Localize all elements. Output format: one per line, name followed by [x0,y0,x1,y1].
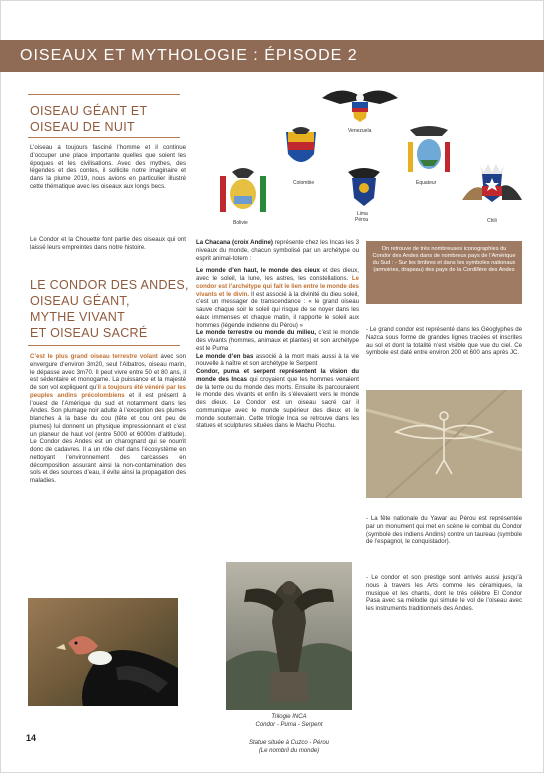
body-span-a: avec son envergure d’environ 3m20, seul l’Albatros, oiseau marin, le dépasse avec 3m70. Il peut vivre entre 50 et 80 ans, il est sédentaire et monogame. La puissance et la majesté de son vol expliquent qu’ [30,353,186,391]
section2-title-line2: OISEAU GÉANT, [30,294,130,308]
section1-title-line1: OISEAU GÉANT ET [30,104,148,118]
section2-rule [28,345,180,346]
upper-world-text-2: Il est associé à la divinité du dieu soleil, c’est un messager de transcendance : « le grand oiseau sauve chaque soir le soleil qui risque de se noyer dans les eaux immenses et chaque matin, il rapporte le soleil aux hommes (légende indienne du Pérou) » [196,290,359,329]
chacana-text [196,239,359,430]
lower-world-title: Le monde d’en bas [196,352,254,360]
chacana-intro: représente chez les Incas les 3 niveaux du monde, chacun symbolisé par un archétype ou esprit animal-totem : [196,239,359,262]
venezuela-coat-of-arms [320,84,400,128]
section-rule-top [28,94,180,95]
inca-statue-photo [226,562,352,710]
statue-caption-line3: Statue située à Cuzco - Pérou [248,740,330,746]
upper-world-title: Le monde d’en haut, le monde des cieux [196,267,320,275]
nazca-geoglyph-photo [366,390,522,498]
inca-vision-text: qui croyaient que les hommes venaient de la terre ou du monde des morts. Ensuite ils parcouraient le monde des vivants et enfin ils s’élevaient vers le monde des dieux. Le Condor est un oiseau sacré car il communique avec le monde supérieur des dieux et le monde souterrain. Cette trilogie Inca se retrouve dans les statues et sculptures situées dans le Machu Picchu. [196,375,359,430]
header-banner [0,40,544,72]
page-title: OISEAUX ET MYTHOLOGIE : ÉPISODE 2 [20,47,358,64]
chacana-title: La Chacana (croix Andine) [196,239,273,246]
body-span-b: et il est présent à l’ouest de l’Amérique du sud et notamment dans les Andes. Son plumage noir adulte à l’exception des plumes blanches à la base du cou (tête et cou ont peu de plumes) lui donnent un physique impressionnant et c’est un planeur de haut vol (entre 5000 et 6000m d’altitude). Le Condor des Andes est un charognard qui se nourrit donc de cadavres. Il a un rôle clef dans l’écosystème en nettoyant l’environnement des carcasses en décomposition assurant ainsi la non-contamination des sols et des sources d’eau, il évite ainsi la propagation des maladies. [30,391,186,484]
arts-paragraph: - Le condor et son prestige sont arrivés aussi jusqu’à nous à travers les Arts comme les céramiques, la musique et les chants, dont le très célèbre El Condor Pasa avec sa mélodie qui simule le vol de l’oiseau avec les instruments traditionnels des Andes. [366,574,522,612]
lima-coat-of-arms [344,164,384,210]
section2-title-line3: MYTHE VIVANT [30,310,126,324]
lead-highlight: C’est le plus grand oiseau terrestre volant [30,353,158,360]
section1-paragraph-1: L’oiseau a toujours fasciné l’homme et il continue d’occuper une place importante quelles que soient les époques et les civilisations. Avec des mythes, des légendes et des contes, il sollicite notre imaginaire et dans la plume 2019, nous avions en particulier illustré cette thématique avec les oiseaux aux longs becs. [30,144,186,190]
ecuador-label: Equateur [416,180,437,186]
condor-photo [28,598,178,706]
section-rule-bottom [28,137,180,138]
page-number: 14 [26,733,37,743]
inca-vision-title: Condor, puma et serpent représentent la vision du monde des Incas [196,368,359,383]
callout-box [366,241,522,304]
middle-world-title: Le monde terrestre ou monde du milieu, [196,329,317,337]
statue-caption-line4: (Le nombril du monde) [258,748,320,754]
callout-text: On retrouve de très nombreuses iconographies du Condor des Andes dans de nombreux pays de l’Amérique du Sud : - Sur les timbres et dans les symboles nationaux (armoiries, drapeau) des pays de la Cordillère des Andes [372,246,516,273]
yawar-paragraph: - La fête nationale du Yawar au Pérou est représentée par un monument qui met en scène le combat du Condor (symbole des indiens Andins) contre un taureau (symbole de l’espagnol, le conquistador). [366,515,522,546]
venezuela-label: Venezuela [348,128,372,134]
lower-world-text: associé à la mort mais aussi à la vie nouvelle à naître et son archétype le Serpent [196,352,359,368]
section1-title-line2: OISEAU DE NUIT [30,120,135,134]
upper-world-text: et des dieux, avec le soleil, la lune, les astres, les constellations. [196,267,359,282]
statue-caption-line1: Trilogie INCA [271,714,307,720]
bolivia-label: Bolivie [233,220,248,226]
colombia-coat-of-arms [284,126,318,174]
section2-title-line4: ET OISEAU SACRÉ [30,326,148,340]
bolivia-coat-of-arms [218,164,268,218]
section2-title-line1: LE CONDOR DES ANDES, [30,278,189,292]
chile-coat-of-arms [460,160,524,216]
section1-paragraph-2: Le Condor et la Chouette font partie des oiseaux qui ont laissé leurs empreintes dans notre histoire. [30,236,186,251]
statue-caption-line2: Condor - Puma - Serpent [255,722,323,728]
section2-paragraph [30,353,186,485]
nazca-paragraph: - Le grand condor est représenté dans les Géoglyphes de Nazca sous forme de grandes lignes tracées et inscrites au sol et dont la totalité n’est visible que vue du ciel. Ce symbole est daté entre environ 200 et 600 ans après JC. [366,326,522,357]
perou-label: Pérou [355,217,369,223]
colombia-label: Colombie [293,180,315,186]
veneration-highlight: il a toujours été vénéré par les peuples andins précolombiens [30,384,186,399]
lima-label: Lima [357,211,368,217]
condor-archetype-highlight: Le condor est l’archétype qui fait le lien entre le monde des vivants et le divin. [196,275,359,298]
middle-world-text: c’est le monde des vivants (hommes, animaux et plantes) et son archétype est le Puma [196,329,360,352]
ecuador-coat-of-arms [406,124,452,178]
chile-label: Chili [487,218,497,224]
